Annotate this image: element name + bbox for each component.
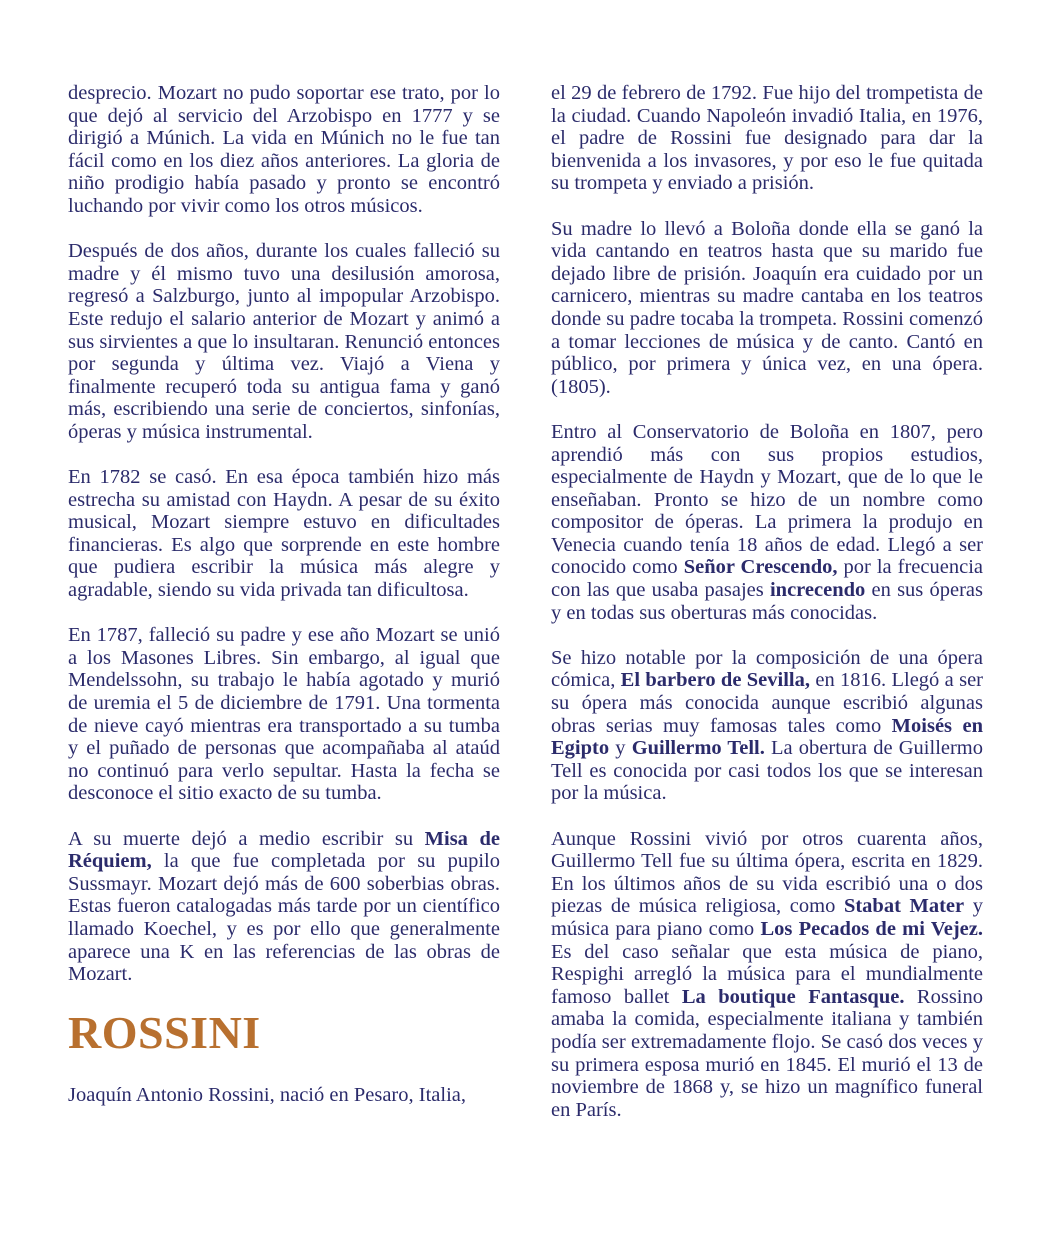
text-run: Aunque Rossini vivió por otros cuarenta años, Guillermo Tell fue su última ópera, escrita en 1829. En los últimos años de su vida escribió una o dos piezas de música religiosa, como: [551, 827, 983, 918]
paragraph-barbero-de-sevilla: [551, 647, 983, 805]
right-column: [551, 82, 983, 1121]
bold-term-increcendo: increcendo: [769, 579, 866, 602]
paragraph: En 1782 se casó. En esa época también hizo más estrecha su amistad con Haydn. A pesar de su éxito musical, Mozart siempre estuvo en dificultades financieras. Es algo que sorprende en este hombre que pudiera escribir la música más alegre y agradable, siendo su vida privada tan dificultosa.: [68, 466, 500, 602]
text-run: por la frecuencia con las que usaba pasajes: [551, 556, 983, 602]
paragraph: el 29 de febrero de 1792. Fue hijo del trompetista de la ciudad. Cuando Napoleón invadió Italia, en 1976, el padre de Rossini fue designado para dar la bienvenida a los invasores, y por eso le fue quitada su trompeta y enviado a prisión.: [551, 82, 983, 195]
text-run: la que fue completada por su pupilo Sussmayr. Mozart dejó más de 600 soberbias obras. Estas fueron catalogadas más tarde por un científico llamado Koechel, y es por ello que generalmente aparece una K en las referencias de las obras de Mozart.: [68, 850, 500, 986]
paragraph-senor-crescendo: [551, 421, 983, 624]
text-run: Entro al Conservatorio de Boloña en 1807, pero aprendió más con sus propios estudios, especialmente de Haydn y Mozart, que de lo que le enseñaban. Pronto se hizo de un nombre como compositor de óperas. La primera la produjo en Venecia cuando tenía 18 años de edad. Llegó a ser conocido como: [551, 420, 983, 579]
text-run: Se hizo notable por la composición de una ópera cómica,: [551, 646, 983, 692]
text-run: Es del caso señalar que esta música de piano, Respighi arregló la música para el mundialmente famoso ballet: [551, 940, 983, 1008]
bold-title-moises-en-egipto: Moisés en Egipto: [551, 714, 983, 760]
paragraph: Después de dos años, durante los cuales falleció su madre y él mismo tuvo una desilusión amorosa, regresó a Salzburgo, junto al impopular Arzobispo. Este redujo el salario anterior de Mozart y animó a sus sirvientes a que lo insultaran. Renunció entonces por segunda y última vez. Viajó a Viena y finalmente recuperó toda su antigua fama y ganó más, escribiendo una serie de conciertos, sinfonías, óperas y música instrumental.: [68, 240, 500, 443]
text-run: A su muerte dejó a medio escribir su: [68, 827, 425, 850]
text-run: en sus óperas y en todas sus oberturas más conocidas.: [551, 579, 984, 624]
left-column: [68, 82, 500, 1107]
section-heading-rossini: ROSSINI: [68, 1007, 261, 1059]
bold-title-senor-crescendo: Señor Crescendo,: [683, 556, 838, 579]
paragraph: Joaquín Antonio Rossini, nació en Pesaro, Italia,: [68, 1084, 466, 1107]
bold-title-el-barbero-de-sevilla: El barbero de Sevilla,: [620, 669, 810, 692]
bold-title-misa-de-requiem: Misa de Réquiem,: [68, 827, 500, 873]
paragraph: En 1787, falleció su padre y ese año Mozart se unió a los Masones Libres. Sin embargo, al igual que Mendelssohn, su trabajo le había agotado y murió de uremia el 5 de diciembre de 1791. Una tormenta de nieve cayó mientras era transportado a su tumba y el puñado de personas que acompañaba al ataúd no continuó para verlo sepultar. Hasta la fecha se desconoce el sitio exacto de su tumba.: [68, 624, 500, 805]
bold-title-los-pecados-de-mi-vejez: Los Pecados de mi Vejez.: [760, 917, 984, 940]
text-run: Rossino amaba la comida, especialmente italiana y también podía ser extremadamente flojo. Se casó dos veces y su primera esposa murió en 1845. El murió el 13 de noviembre de 1868 y, se hizo un magnífico funeral en París.: [551, 985, 984, 1121]
text-run: y música para piano como: [551, 895, 983, 940]
bold-title-la-boutique-fantasque: La boutique Fantasque.: [681, 985, 905, 1008]
bold-title-guillermo-tell: Guillermo Tell.: [631, 737, 765, 760]
paragraph-later-works: [551, 828, 983, 1122]
text-run: en 1816. Llegó a ser su ópera más conocida aunque escribió algunas obras serias muy famosas tales como: [551, 669, 983, 737]
text-run: y: [609, 737, 632, 760]
bold-title-stabat-mater: Stabat Mater: [843, 895, 965, 918]
paragraph: Su madre lo llevó a Boloña donde ella se ganó la vida cantando en teatros hasta que su marido fue dejado libre de prisión. Joaquín era cuidado por un carnicero, mientras su madre cantaba en los teatros donde su padre tocaba la trompeta. Rossini comenzó a tomar lecciones de música y de canto. Cantó en público, por primera y única vez, en una ópera. (1805).: [551, 217, 983, 398]
text-run: La obertura de Guillermo Tell es conocida por casi todos los que se interesan por la música.: [551, 737, 984, 805]
paragraph: desprecio. Mozart no pudo soportar ese trato, por lo que dejó al servicio del Arzobispo en 1777 y se dirigió a Múnich. La vida en Múnich no le fue tan fácil como en los diez años anteriores. La gloria de niño prodigio había pasado y pronto se encontró luchando por vivir como los otros músicos.: [68, 82, 500, 217]
paragraph-misa-de-requiem: [68, 828, 500, 986]
